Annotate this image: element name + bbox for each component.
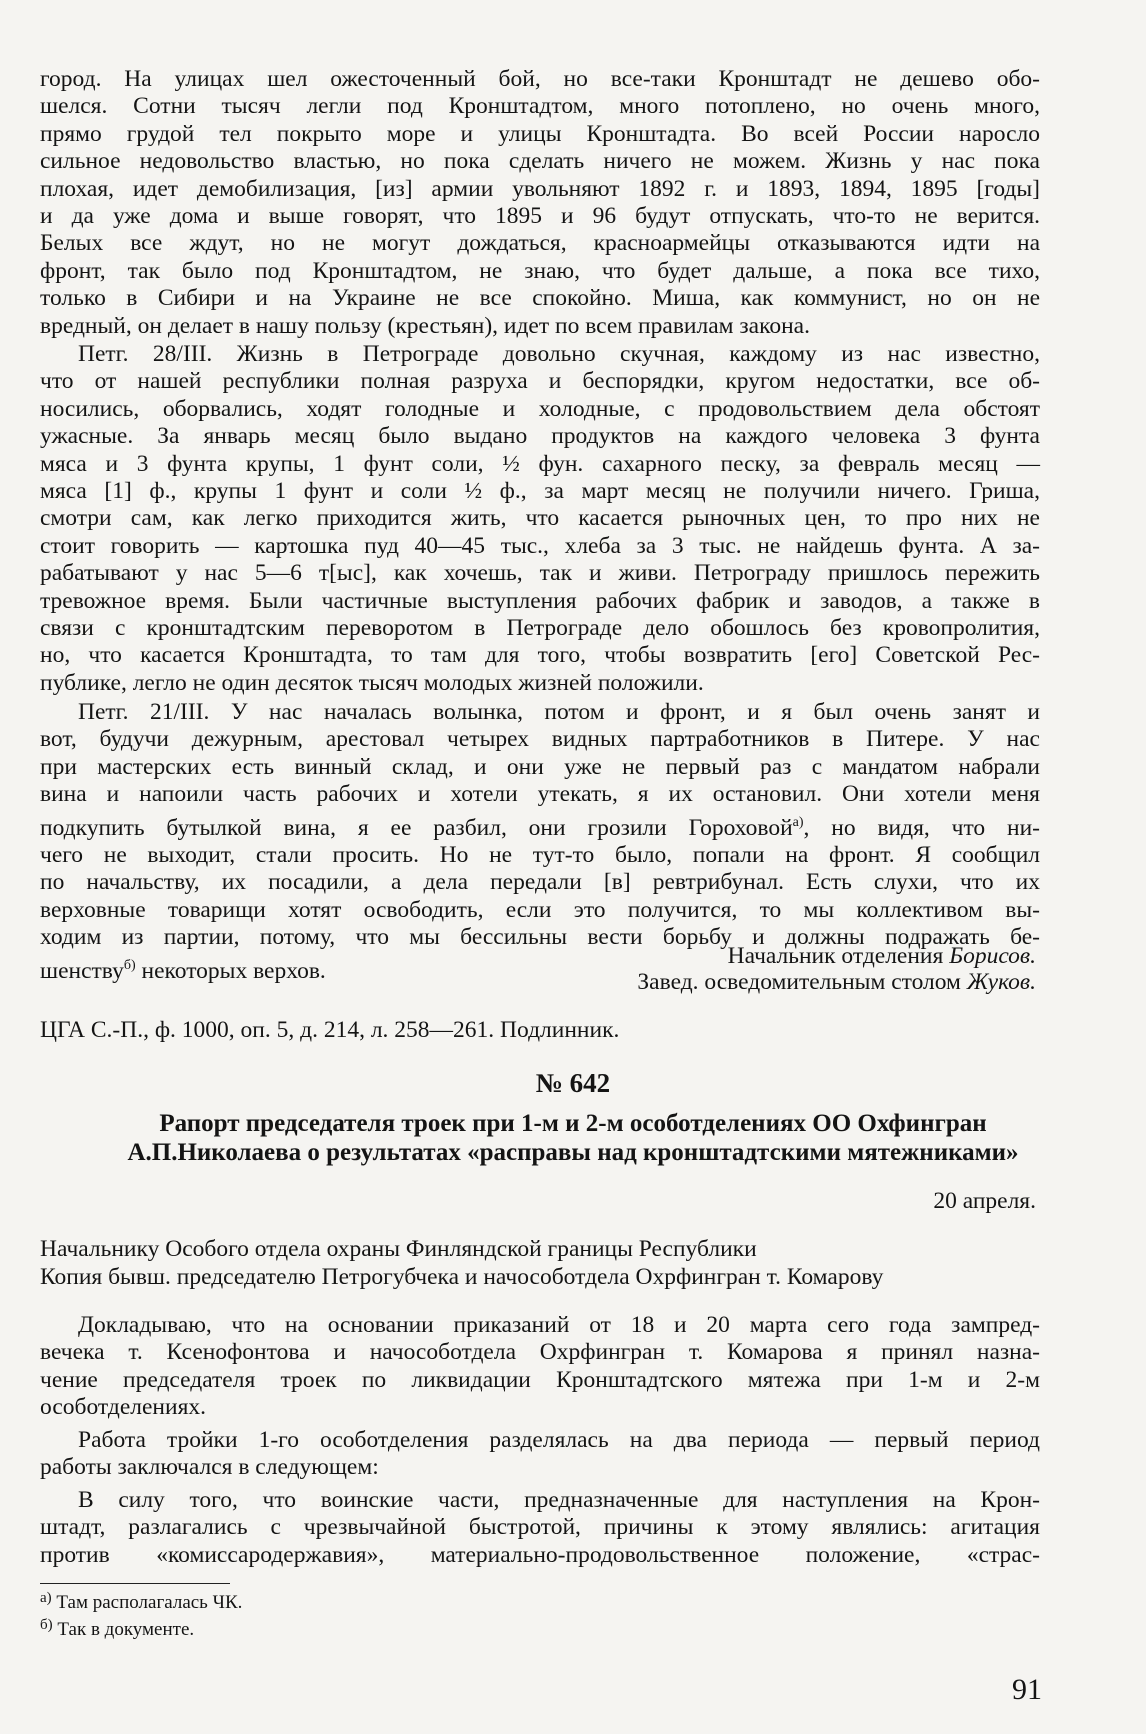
addressee-line: Копия бывш. председателю Петрогубчека и начособотдела Охрфингран т. Комарову (40, 1264, 884, 1290)
text-line: сильное недовольство властью, но пока сделать ничего не можем. Жизнь у нас пока (40, 148, 1040, 175)
text-line: шелся. Сотни тысяч легли под Кронштадтом, много потоплено, но очень много, (40, 93, 1040, 120)
text-line: чего не выходит, стали просить. Но не тут-то было, попали на фронт. Я сообщил (40, 842, 1040, 869)
text-line: по начальству, их посадили, а дела передали [в] ревтрибунал. Есть слухи, что их (40, 869, 1040, 896)
text-line: и да уже дома и выше говорят, что 1895 и 96 будут отпускать, что-то не верится. (40, 203, 1040, 230)
text-line: публике, легло не один десяток тысяч молодых жизней положили. (40, 669, 704, 696)
text-line: Докладываю, что на основании приказаний от 18 и 20 марта сего года зампред- (78, 1312, 1040, 1338)
paragraph-work-periods (40, 1427, 1040, 1482)
document-title-line: А.П.Николаева о результатах «расправы над кронштадтскими мятежниками» (127, 1139, 1019, 1166)
signature-title: Завед. осведомительным столом (637, 969, 961, 995)
footnote (40, 1590, 242, 1614)
footnote-marker-a: а) (792, 814, 804, 830)
text-line: плохая, идет демобилизация, [из] армии увольняют 1892 г. и 1893, 1894, 1895 [годы] (40, 175, 1040, 202)
signature-line-2 (637, 969, 1036, 996)
text-line: ходим из партии, потому, что мы бессильны вести борьбу и должны подражать бе- (40, 924, 1040, 951)
paragraph-letter-end (40, 66, 1040, 340)
footnote-marker-b: б) (123, 957, 136, 973)
text-line: рабатывают у нас 5—6 т[ыс], как хочешь, так и живи. Петрограду пришлось пережить (40, 560, 1040, 587)
text-line: тревожное время. Были частичные выступления рабочих фабрик и заводов, а также в (40, 587, 1040, 614)
signature-name: Борисов. (949, 943, 1036, 969)
paragraph-report-intro (40, 1312, 1040, 1422)
text-line: только в Сибири и на Украине не все спокойно. Миша, как коммунист, но он не (40, 285, 1040, 312)
footnote (40, 1617, 194, 1641)
text-line: верховные товарищи хотят освободить, если это получится, то мы коллективом вы- (40, 896, 1040, 923)
document-number: № 642 (535, 1068, 611, 1098)
text-line: против «комиссародержавия», материально-продовольственное положение, «страс- (40, 1541, 1040, 1568)
paragraph-petrograd-28 (40, 341, 1040, 697)
paragraph-military-units (40, 1487, 1040, 1569)
text-line: Белых все ждут, но не могут дождаться, красноармейцы отказываются идти на (40, 230, 1040, 257)
archive-reference: ЦГА С.-П., ф. 1000, оп. 5, д. 214, л. 258—261. Подлинник. (40, 1017, 620, 1043)
signature-name: Жуков. (966, 969, 1036, 995)
footnote-text: Там располагалась ЧК. (56, 1592, 243, 1613)
text-line: стоит говорить — картошка пуд 40—45 тыс., хлеба за 3 тыс. не найдешь фунта. А за- (40, 532, 1040, 559)
text-line: мяса [1] ф., крупы 1 фунт и соли ½ ф., за март месяц не получили ничего. Гриша, (40, 478, 1040, 505)
text-line: В силу того, что воинские части, предназначенные для наступления на Крон- (78, 1487, 1040, 1513)
text-line: подкупить бутылкой вина, я ее разбил, они грозили Гороховой$^{а)}$, но видя, что ни- (40, 814, 1040, 841)
text-line: прямо грудой тел покрыто море и улицы Кронштадта. Во всей России наросло (40, 120, 1040, 147)
signature-title: Начальник отделения (727, 943, 944, 969)
text-line: что от нашей республики полная разруха и беспорядки, кругом недостатки, все об- (40, 368, 1040, 395)
text-line: вина и напоили часть рабочих и хотели утекать, я их остановил. Они хотели меня (40, 781, 1040, 808)
signature-line-1 (728, 943, 1036, 970)
text-line-part: шенству (40, 957, 124, 984)
document-date: 20 апреля. (933, 1188, 1036, 1214)
footnote-mark: а) (40, 1590, 52, 1606)
text-line: ужасные. За январь месяц было выдано продуктов на каждого человека 3 фунта (40, 423, 1040, 450)
text-line: при мастерских есть винный склад, и они уже не первый раз с мандатом набрали (40, 753, 1040, 780)
text-line: смотри сам, как легко приходится жить, что касается рыночных цен, то про них не (40, 505, 1040, 532)
text-line: работы заключался в следующем: (40, 1454, 379, 1481)
text-line: фронт, так было под Кронштадтом, не знаю, что будет дальше, а пока все тихо, (40, 257, 1040, 284)
text-line: особотделениях. (40, 1394, 207, 1421)
text-line-part: некоторых верхов. (141, 957, 326, 984)
text-line-part: но видя, что ни- (831, 814, 1040, 841)
text-line: вредный, он делает в нашу пользу (крестьян), идет по всем правилам закона. (40, 312, 810, 339)
text-line: город. На улицах шел ожесточенный бой, но все-таки Кронштадт не дешево обо- (40, 66, 1040, 92)
text-line: чение председателя троек по ликвидации Кронштадтского мятежа при 1-м и 2-м (40, 1366, 1040, 1393)
text-line: но, что касается Кронштадта, то там для того, чтобы возвратить [его] Советской Рес- (40, 642, 1040, 669)
text-line: вот, будучи дежурным, арестовал четырех видных партработников в Питере. У нас (40, 726, 1040, 753)
text-line: вечека т. Ксенофонтова и начособотдела Охрфингран т. Комарова я принял назна- (40, 1339, 1040, 1366)
addressee-line: Начальнику Особого отдела охраны Финляндской границы Республики (40, 1236, 757, 1262)
text-line: штадт, разлагались с чрезвычайной быстротой, причины к этому являлись: агитация (40, 1514, 1040, 1541)
footnote-mark: б) (40, 1617, 53, 1633)
text-line: мяса и 3 фунта крупы, 1 фунт соли, ½ фун. сахарного песку, за февраль месяц — (40, 450, 1040, 477)
text-line: Работа тройки 1-го особотделения разделялась на два периода — первый период (78, 1427, 1040, 1453)
document-title-line: Рапорт председателя троек при 1-м и 2-м особотделениях ОО Охфингран (159, 1110, 987, 1137)
footnote-text: Так в документе. (57, 1619, 195, 1640)
text-line: носились, оборвались, ходят голодные и холодные, с продовольствием дела обстоят (40, 395, 1040, 422)
text-line: Петг. 28/III. Жизнь в Петрограде довольно скучная, каждому из нас известно, (78, 341, 1040, 367)
text-line: связи с кронштадтским переворотом в Петрограде дело обошлось без кровопролития, (40, 615, 1040, 642)
text-line: Петг. 21/III. У нас началась волынка, потом и фронт, и я был очень занят и (78, 699, 1040, 725)
page-number: 91 (1012, 1673, 1042, 1706)
footnote-divider (40, 1583, 230, 1584)
text-line-part: подкупить бутылкой вина, я ее разбил, они грозили Гороховой (40, 814, 793, 841)
